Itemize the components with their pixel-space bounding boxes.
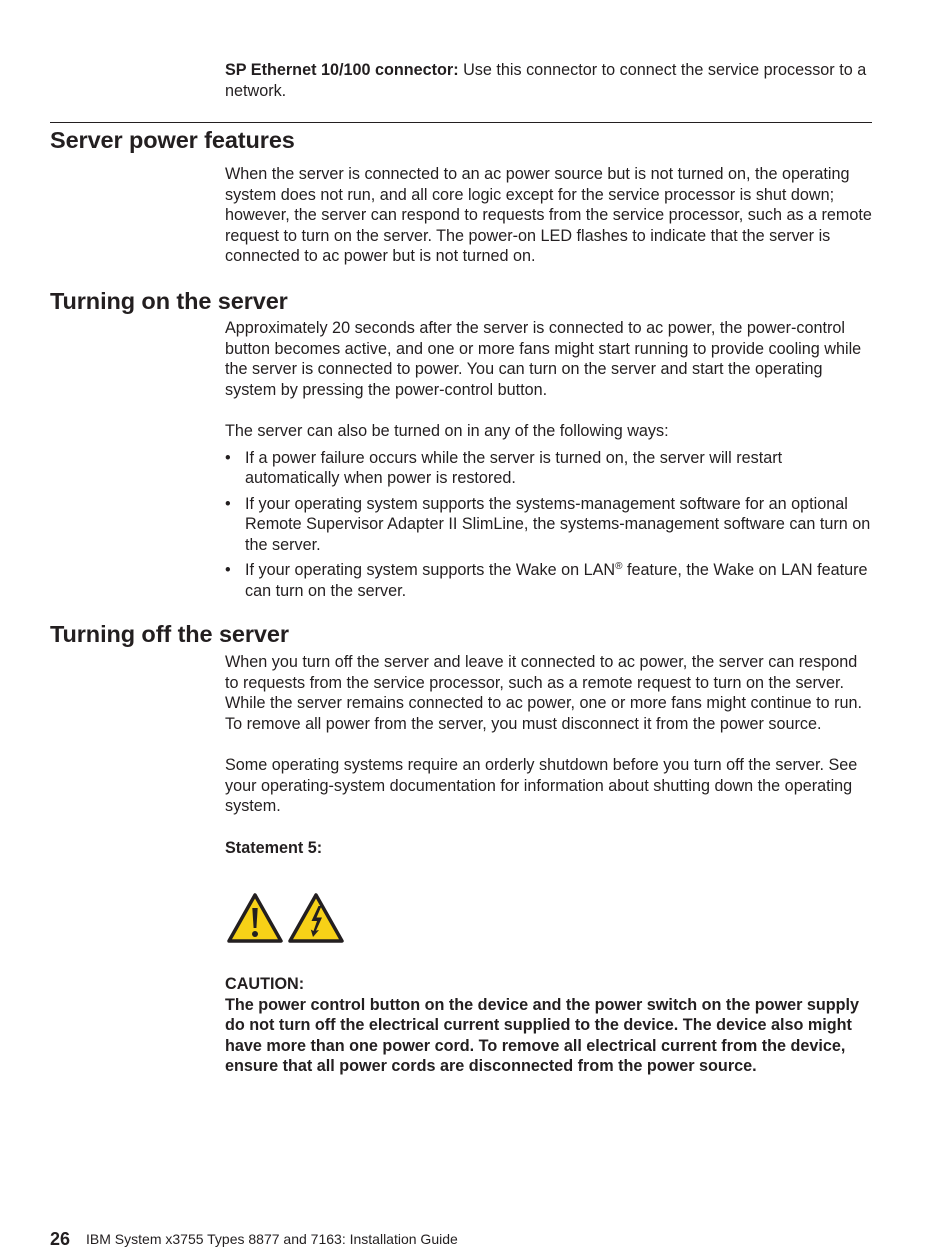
sp-ethernet-paragraph	[225, 60, 873, 101]
turning-on-bullet-list	[225, 448, 873, 602]
statement-label: Statement 5:	[225, 838, 323, 857]
sp-ethernet-text: Use this connector to connect the service processor to a network.	[225, 61, 867, 100]
turning-off-heading: Turning off the server	[50, 621, 289, 647]
turning-on-paragraph-2: The server can also be turned on in any of the following ways:	[225, 422, 669, 440]
turning-on-heading: Turning on the server	[50, 288, 288, 314]
list-item-text	[245, 561, 868, 600]
sp-ethernet-label: SP Ethernet 10/100 connector:	[225, 61, 459, 79]
caution-text: The power control button on the device and the power switch on the power supply do not turn off the electrical current supplied to the device. The device also might have more than one power cord. To remove all electrical current from the device, ensure that all power cords are disconnected from the power source.	[225, 995, 860, 1075]
warning-icons	[227, 892, 347, 944]
server-power-features-heading: Server power features	[50, 127, 295, 153]
server-power-features-paragraph: When the server is connected to an ac power source but is not turned on, the operating system does not run, and all core logic except for the service processor is shut down; however, the server can respond to requests from the service processor, such as a remote request to turn on the server. The power-on LED flashes to indicate that the server is connected to ac power but is not turned on.	[225, 165, 872, 265]
page-footer	[50, 1229, 458, 1249]
list-item	[225, 494, 873, 556]
list-item-text: If a power failure occurs while the server is turned on, the server will restart automatically when power is restored.	[245, 448, 783, 487]
footer-title: IBM System x3755 Types 8877 and 7163: Installation Guide	[86, 1231, 458, 1247]
turning-off-body	[225, 652, 873, 858]
list-item	[225, 560, 873, 601]
page-number: 26	[50, 1229, 71, 1249]
wake-on-lan-text-start: If your operating system supports the Wake on LAN	[245, 561, 616, 579]
server-power-features-body	[225, 164, 873, 267]
bullet-icon: •	[225, 494, 231, 513]
list-item-text: If your operating system supports the systems-management software for an optional Remote Supervisor Adapter II SlimLine, the systems-management software can turn on the server.	[245, 494, 871, 554]
list-item	[225, 448, 873, 489]
bullet-icon: •	[225, 561, 231, 579]
caution-label: CAUTION:	[225, 975, 305, 993]
wake-on-lan-text-end: feature, the Wake on LAN feature can turn on the server.	[245, 561, 868, 600]
registered-mark: ®	[615, 561, 623, 572]
electrical-hazard-icon	[290, 895, 342, 941]
caution-block	[225, 974, 873, 1077]
turning-off-paragraph-1: When you turn off the server and leave it connected to ac power, the server can respond to requests from the service processor, such as a remote request to turn on the server. While the server remains connected to ac power, one or more fans might continue to run. To remove all power from the server, you must disconnect it from the power source.	[225, 653, 863, 733]
section-divider	[50, 122, 872, 123]
caution-exclamation-icon	[229, 895, 281, 941]
turning-on-body	[225, 318, 873, 606]
warning-icons-svg	[227, 892, 347, 944]
turning-on-paragraph-1: Approximately 20 seconds after the server is connected to ac power, the power-control button becomes active, and one or more fans might start running to provide cooling while the server is connected to power. You can turn on the server and start the operating system by pressing the power-control button.	[225, 319, 862, 399]
bullet-icon: •	[225, 448, 231, 467]
turning-off-paragraph-2: Some operating systems require an orderly shutdown before you turn off the server. See your operating-system documentation for information about shutting down the operating system.	[225, 756, 858, 815]
